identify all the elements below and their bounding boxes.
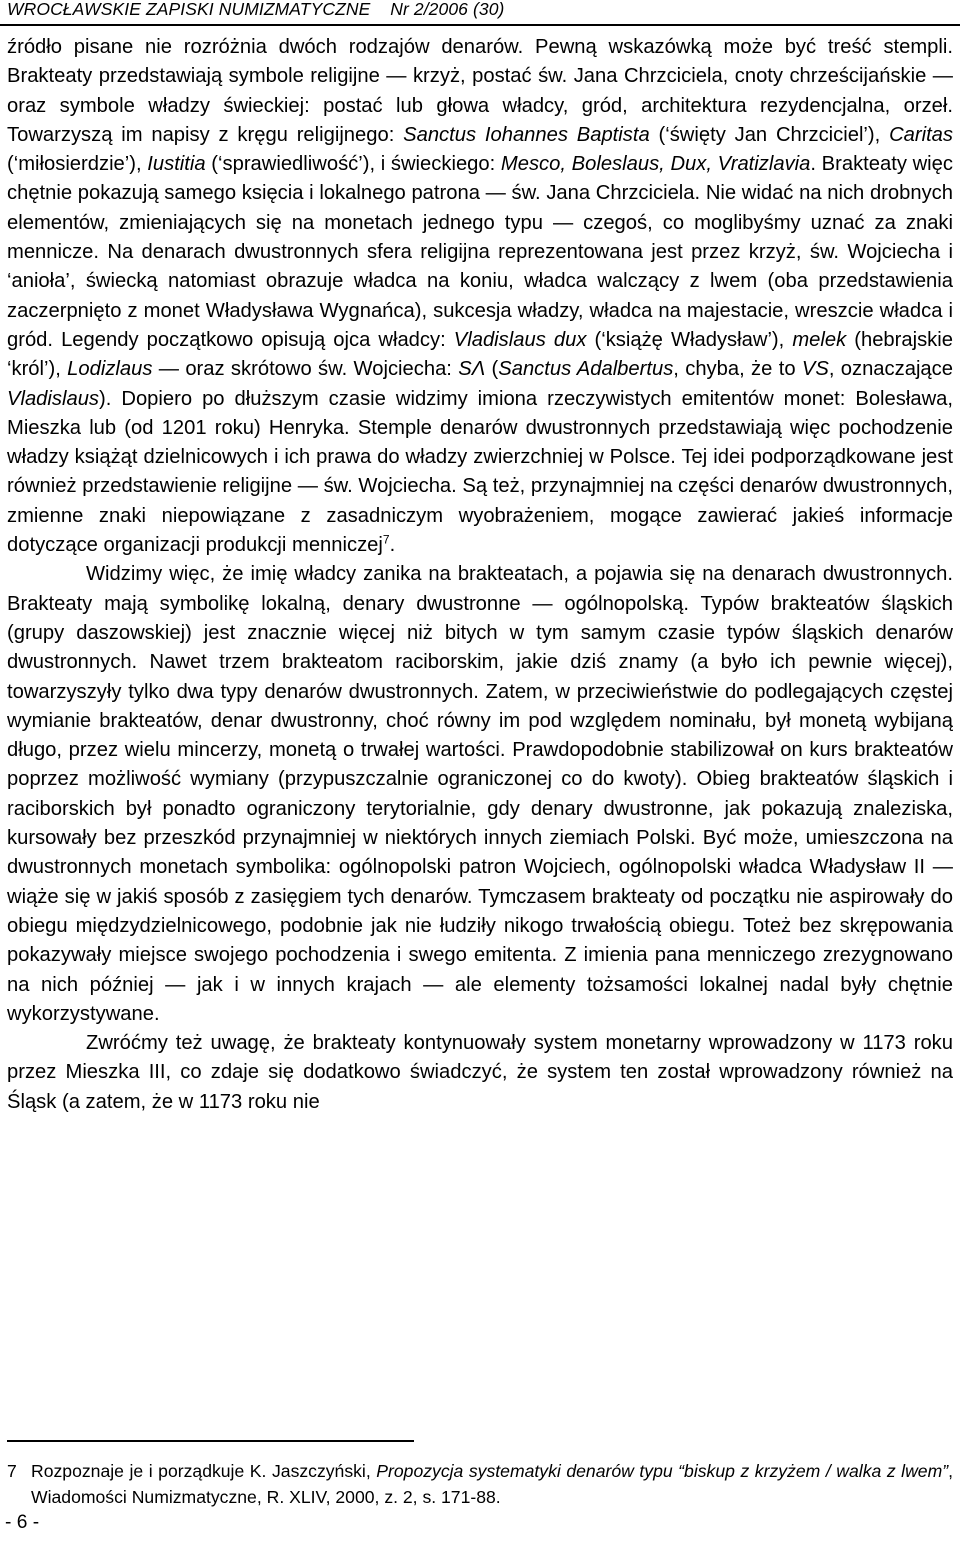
text-run: . [389, 534, 396, 557]
text-run: (hebrajskie ‘król’), [7, 328, 953, 381]
text-run: źródło pisane nie rozróżnia dwóch rodzajów denarów. Pewną wskazówką może być treść stempli. Brakteaty przedstawiają symbole religijne — krzyż, postać św. Jana Chrzciciela, cnoty chrześcijańskie — oraz symbole władzy świeckiej: postać lub głowa władcy, gród, architektura rezydencjalna, orzeł. Towarzyszą im napisy z kręgu religijnego: [7, 36, 953, 146]
text-run: ( [485, 358, 499, 381]
italic-text: Lodizlaus [67, 358, 153, 381]
page-number: - 6 - [5, 1512, 40, 1533]
header-rule [0, 24, 960, 26]
text-run: ). Dopiero po dłuższym czasie widzimy imiona rzeczywistych emitentów monet: Bolesława, Mieszka lub (od 1201 roku) Henryka. Stemple denarów dwustronnych przedstawiają więc pochodzenie władzy książąt dzielnicowych i ich prawa do władzy zwierzchniej w Polsce. Tej idei podporządkowane jest również przedstawienie religijne — św. Wojciecha. Są też, przynajmniej na części denarów dwustronnych, zmienne znaki niepowiązane z zasadniczym wyobrażeniem, mogące zawierać jakieś informacje dotyczące organizacji produkcji menniczej [7, 387, 953, 557]
footnote [7, 1459, 953, 1510]
footnote-separator [7, 1440, 414, 1442]
italic-text: Sanctus Iohannes Baptista [403, 123, 650, 146]
italic-text: Vladislaus [7, 387, 100, 410]
paragraph [7, 1029, 953, 1117]
text-run: , chyba, że to [673, 358, 802, 381]
italic-text: Iustitia [147, 153, 206, 176]
italic-text: Propozycja systematyki denarów typu “biskup z krzyżem / walka z lwem” [376, 1461, 949, 1481]
paragraph [7, 560, 953, 1029]
text-run: , Wiadomości Numizmatyczne, R. XLIV, 2000, z. 2, s. 171-88. [31, 1461, 953, 1507]
italic-text: Sanctus Adalbertus [498, 358, 674, 381]
italic-text: SΛ [458, 358, 486, 381]
text-run: , oznaczające [828, 358, 953, 381]
footnote-number: 7 [7, 1461, 17, 1481]
text-run: . Brakteaty więc chętnie pokazują samego księcia i lokalnego patrona — św. Jana Chrzciciela. Nie widać na nich drobnych elementów, zmieniających się na monetach jednego typu — czegoś, co moglibyśmy uznać za znaki mennicze. Na denarach dwustronnych sfera religijna reprezentowana jest przez krzyż, św. Wojciecha i ‘anioła’, świecką natomiast obrazuje władca na koniu, władca walczący z lwem (oba przedstawienia zaczerpnięto z monet Władysława Wygnańca), sukcesja władzy, władca na majestacie, wreszcie władca i gród. Legendy początkowo opisują ojca władcy: [7, 153, 953, 351]
journal-title: WROCŁAWSKIE ZAPISKI NUMIZMATYCZNE [7, 0, 371, 19]
text-run: (‘święty Jan Chrzciciel’), [649, 123, 890, 146]
italic-text: Caritas [889, 123, 954, 146]
italic-text: Vladislaus dux [453, 328, 587, 351]
body-text [7, 33, 953, 1117]
italic-text: VS [801, 358, 829, 381]
text-run: Widzimy więc, że imię władcy zanika na brakteatach, a pojawia się na denarach dwustronnych. Brakteaty mają symbolikę lokalną, denary dwustronne — ogólnopolską. Typów brakteatów śląskich (grupy daszowskiej) jest znacznie więcej niż bitych w tym samym czasie typów śląskich denarów dwustronnych. Nawet trzem brakteatom raciborskim, jakie dziś znamy (a było ich pewnie więcej), towarzyszyły tylko dwa typy denarów dwustronnych. Zatem, w przeciwieństwie do podlegających częstej wymianie brakteatów, denar dwustronny, choć równy im pod względem nominału, był monetą wybijaną długo, przez wielu mincerzy, monetą o trwałej wartości. Prawdopodobnie stabilizował on kurs brakteatów poprzez możliwość wymiany (przypuszczalnie ograniczonej co do kwoty). Obieg brakteatów śląskich i raciborskich był ponadto ograniczony terytorialnie, gdy denary dwustronne, jak pokazują znaleziska, kursowały bez przeszkód przynajmniej w niektórych innych ziemiach Polski. Być może, umieszczona na dwustronnych monetach symbolika: ogólnopolski patron Wojciech, ogólnopolski władca Władysław II — wiąże się w jakiś sposób z zasięgiem tych denarów. Tymczasem brakteaty od początku nie aspirowały do obiegu międzydzielnicowego, podobnie jak nie łudziły nikogo trwałością obiegu. Toteż bez skrępowania pokazywały miejsce swojego pochodzenia i swego emitenta. Z imienia pana menniczego zrezygnowano na nich później — jak i w innych krajach — ale elementy tożsamości lokalnej nadal były chętnie wykorzystywane. [7, 563, 953, 1025]
running-header [7, 0, 504, 20]
italic-text: melek [792, 328, 847, 351]
text-run: Zwróćmy też uwagę, że brakteaty kontynuowały system monetarny wprowadzony w 1173 roku przez Mieszka III, co zdaje się dodatkowo świadczyć, że system ten został wprowadzony również na Śląsk (a zatem, że w 1173 roku nie [7, 1032, 953, 1113]
italic-text: Mesco, Boleslaus, Dux, Vratizlavia [500, 153, 811, 176]
text-run: — oraz skrótowo św. Wojciecha: [152, 358, 459, 381]
footnote-reference: 7 [382, 532, 390, 547]
text-run: (‘sprawiedliwość’), i świeckiego: [205, 153, 501, 176]
footnote-text [7, 1459, 953, 1510]
text-run: Rozpoznaje je i porządkuje K. Jaszczyński, [31, 1461, 377, 1481]
issue-number: Nr 2/2006 (30) [390, 0, 505, 19]
text-run: (‘miłosierdzie’), [7, 153, 148, 176]
paragraph [7, 33, 953, 560]
text-run: (‘książę Władysław’), [586, 328, 793, 351]
